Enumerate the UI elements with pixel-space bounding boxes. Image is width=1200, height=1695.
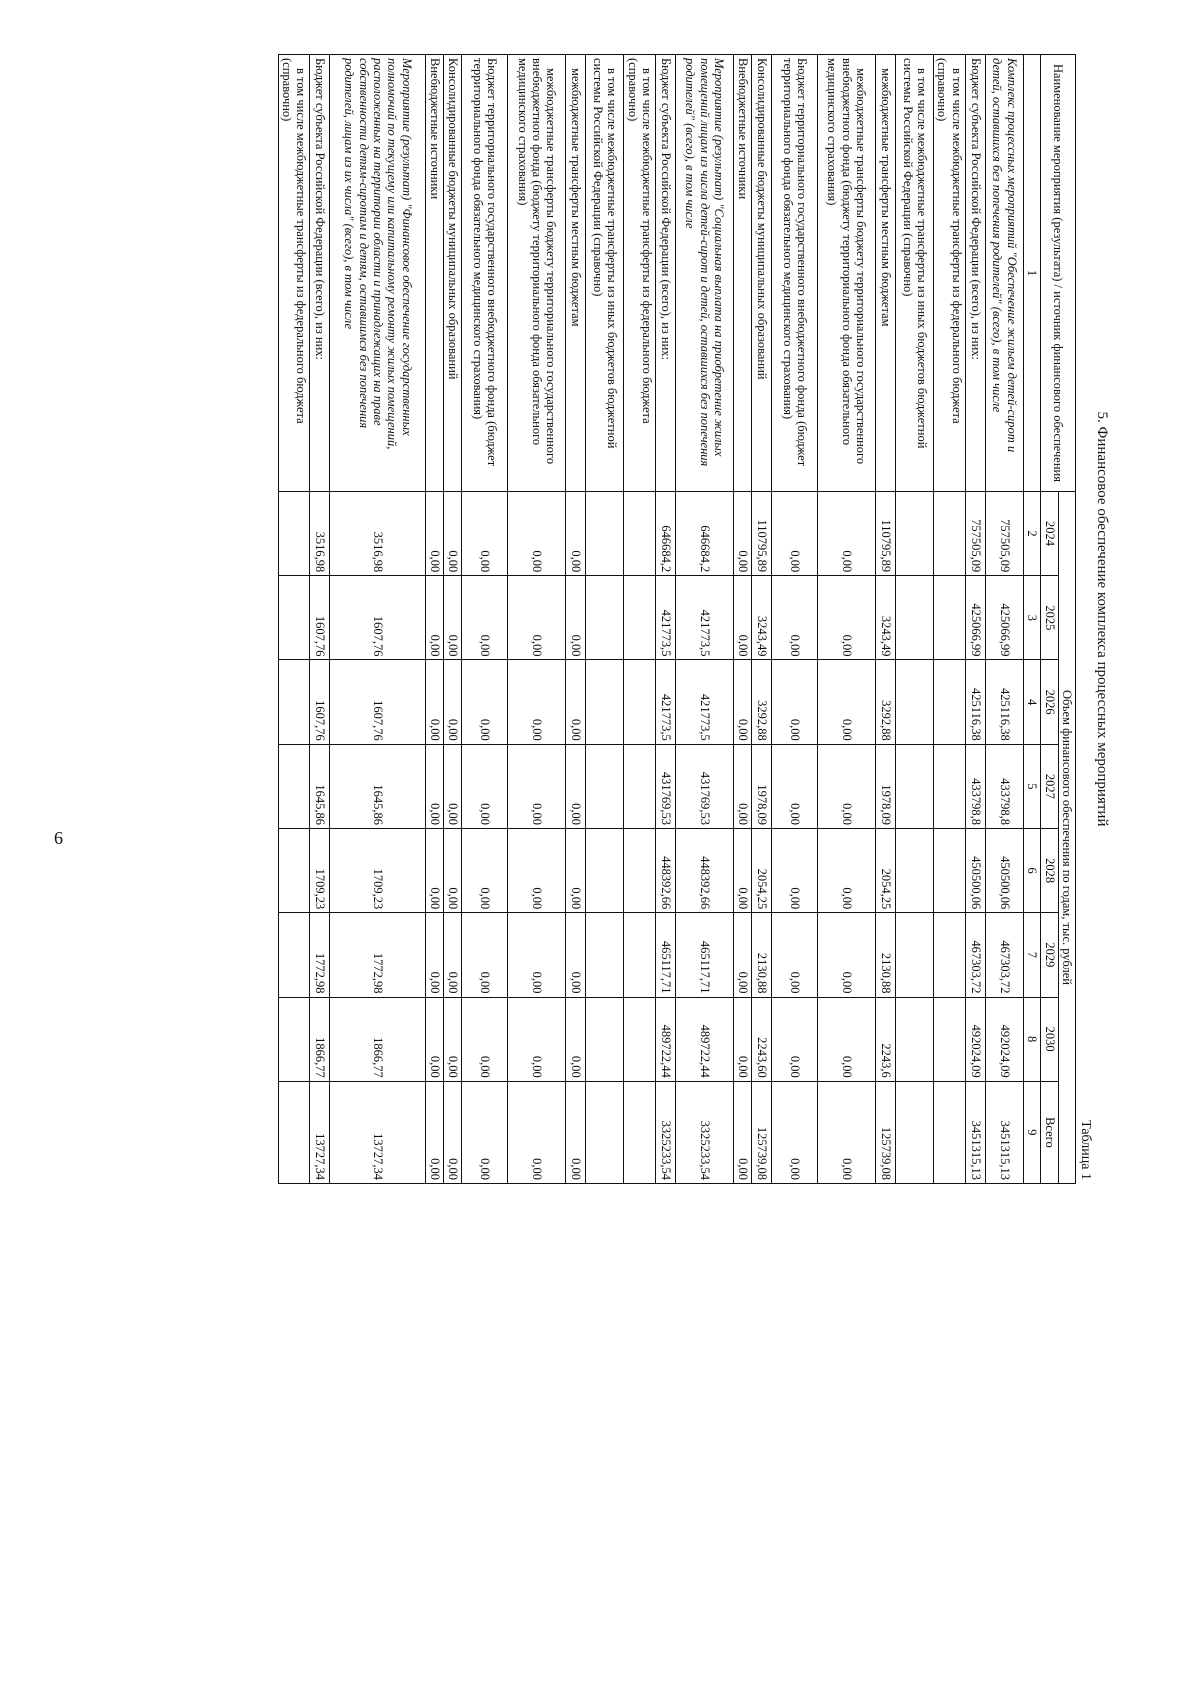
year-value-cell: 1866,77 <box>330 997 426 1081</box>
row-name-cell <box>772 55 818 492</box>
year-value-cell: 1772,98 <box>330 913 426 997</box>
year-value-cell: 0,00 <box>818 913 876 997</box>
year-value-cell: 0,00 <box>734 660 752 744</box>
year-value-cell: 0,00 <box>566 660 586 744</box>
total-value-cell: 0,00 <box>462 1081 508 1183</box>
row-name-cell <box>278 55 310 492</box>
year-value-cell: 0,00 <box>734 828 752 912</box>
year-value-cell: 0,00 <box>444 913 462 997</box>
header-column-numbers-row <box>1023 55 1040 1184</box>
year-value-cell: 465117,71 <box>676 913 734 997</box>
row-name-text: в том числе межбюджетные трансферты из иных бюджетов бюджетной системы Российской Федерации (справочно) <box>900 58 929 449</box>
year-value-cell: 2130,88 <box>876 913 896 997</box>
total-value-cell <box>624 1081 656 1183</box>
total-value-cell: 0,00 <box>818 1081 876 1183</box>
header-volume-group: Объем финансового обеспечения по годам, тыс. рублей <box>1058 491 1075 1183</box>
header-year: 2025 <box>1041 576 1058 660</box>
year-value-cell: 0,00 <box>508 744 566 828</box>
year-value-cell <box>586 913 624 997</box>
row-name-text: Мероприятие (результат) "Финансовое обеспечение государственных полномочий по текущему или капитальному ремонту жилых помещений, расположенных на территории области и принадлежащих на праве собственности детям-сиротам и детям, оставшимся без попечения родителей, лицам из их числа" (всего), в том числе <box>342 58 414 450</box>
year-value-cell: 425066,99 <box>985 576 1023 660</box>
year-value-cell: 3292,88 <box>752 660 772 744</box>
table-caption: Таблица 1 <box>1078 1120 1093 1180</box>
header-year: 2028 <box>1041 828 1058 912</box>
year-value-cell: 1645,86 <box>310 744 330 828</box>
year-value-cell <box>624 744 656 828</box>
row-name-cell <box>508 55 566 492</box>
year-value-cell: 465117,71 <box>656 913 676 997</box>
year-value-cell: 1709,23 <box>310 828 330 912</box>
year-value-cell <box>934 997 966 1081</box>
page-number: 6 <box>54 828 63 848</box>
total-value-cell: 3325233,54 <box>656 1081 676 1183</box>
year-value-cell <box>278 828 310 912</box>
row-name-cell <box>566 55 586 492</box>
year-value-cell <box>278 913 310 997</box>
year-value-cell: 0,00 <box>462 744 508 828</box>
total-value-cell: 13727,34 <box>310 1081 330 1183</box>
year-value-cell: 0,00 <box>772 660 818 744</box>
year-value-cell <box>278 744 310 828</box>
row-name-text: Комплекс процессных мероприятий "Обеспечение жильем детей-сирот и детей, оставшихся без попечения родителей" (всего), в том числе <box>990 58 1019 453</box>
year-value-cell: 0,00 <box>566 997 586 1081</box>
year-value-cell: 450500,06 <box>965 828 985 912</box>
year-value-cell: 0,00 <box>462 491 508 575</box>
year-value-cell: 0,00 <box>508 491 566 575</box>
year-value-cell <box>586 744 624 828</box>
row-name-text: в том числе межбюджетные трансферты из федерального бюджета (справочно) <box>935 58 964 424</box>
year-value-cell: 2243,60 <box>752 997 772 1081</box>
row-name-cell <box>985 55 1023 492</box>
year-value-cell <box>896 913 934 997</box>
row-name-text: Внебюджетные источники <box>735 58 750 200</box>
table-row <box>444 55 462 1184</box>
total-value-cell: 0,00 <box>566 1081 586 1183</box>
year-value-cell: 0,00 <box>508 828 566 912</box>
year-value-cell <box>586 576 624 660</box>
table-row <box>310 55 330 1184</box>
year-value-cell: 0,00 <box>462 576 508 660</box>
year-value-cell <box>624 576 656 660</box>
table-row <box>566 55 586 1184</box>
table-row <box>896 55 934 1184</box>
row-name-cell <box>426 55 444 492</box>
year-value-cell: 0,00 <box>818 576 876 660</box>
total-value-cell: 3451315,13 <box>985 1081 1023 1183</box>
row-name-cell <box>586 55 624 492</box>
year-value-cell: 0,00 <box>734 744 752 828</box>
row-name-cell <box>934 55 966 492</box>
total-value-cell: 13727,34 <box>330 1081 426 1183</box>
year-value-cell: 1709,23 <box>330 828 426 912</box>
year-value-cell: 0,00 <box>444 828 462 912</box>
header-column-number: 5 <box>1023 744 1040 828</box>
row-name-cell <box>818 55 876 492</box>
year-value-cell <box>624 491 656 575</box>
year-value-cell: 1866,77 <box>310 997 330 1081</box>
year-value-cell: 0,00 <box>566 744 586 828</box>
row-name-text: Бюджет субъекта Российской Федерации (всего), из них: <box>658 58 673 361</box>
year-value-cell: 1978,09 <box>876 744 896 828</box>
year-value-cell <box>896 660 934 744</box>
year-value-cell: 421773,5 <box>656 576 676 660</box>
row-name-text: Бюджет субъекта Российской Федерации (всего), из них: <box>313 58 328 361</box>
year-value-cell: 0,00 <box>734 997 752 1081</box>
year-value-cell <box>278 491 310 575</box>
header-column-number: 8 <box>1023 997 1040 1081</box>
year-value-cell: 448392,66 <box>676 828 734 912</box>
table-row <box>818 55 876 1184</box>
total-value-cell <box>896 1081 934 1183</box>
table-row <box>426 55 444 1184</box>
year-value-cell: 3292,88 <box>876 660 896 744</box>
year-value-cell: 646684,2 <box>656 491 676 575</box>
year-value-cell <box>624 913 656 997</box>
year-value-cell: 421773,5 <box>676 660 734 744</box>
year-value-cell: 0,00 <box>566 491 586 575</box>
row-name-text: Бюджет субъекта Российской Федерации (всего), из них: <box>968 58 983 361</box>
row-name-text: Мероприятие (результат) "Социальная выплата на приобретение жилых помещений лицам из числа детей-сирот и детей, оставшихся без попечения родителей" (всего), в том числе <box>683 58 727 467</box>
row-name-text: межбюджетные трансферты бюджету территориального государственного внебюджетного фонда (бюджету территориального фонда обязательного медицинского страхования) <box>825 58 869 465</box>
year-value-cell: 0,00 <box>426 660 444 744</box>
year-value-cell: 433798,8 <box>965 744 985 828</box>
total-value-cell: 125739,08 <box>876 1081 896 1183</box>
year-value-cell <box>934 576 966 660</box>
year-value-cell: 0,00 <box>734 491 752 575</box>
year-value-cell <box>896 744 934 828</box>
header-total: Всего <box>1041 1081 1058 1183</box>
row-name-text: межбюджетные трансферты бюджету территориального государственного внебюджетного фонда (бюджету территориального фонда обязательного медицинского страхования) <box>515 58 559 465</box>
total-value-cell <box>586 1081 624 1183</box>
row-name-text: Бюджет территориального государственного внебюджетного фонда (бюджет территориального фонда обязательного медицинского страхования) <box>470 58 500 467</box>
header-column-number: 2 <box>1023 491 1040 575</box>
year-value-cell <box>586 491 624 575</box>
header-year: 2030 <box>1041 997 1058 1081</box>
total-value-cell <box>934 1081 966 1183</box>
header-column-number: 7 <box>1023 913 1040 997</box>
row-name-cell <box>624 55 656 492</box>
row-name-text: Консолидированные бюджеты муниципальных образований <box>754 58 769 380</box>
header-column-number: 4 <box>1023 660 1040 744</box>
year-value-cell: 0,00 <box>818 828 876 912</box>
year-value-cell: 0,00 <box>508 660 566 744</box>
year-value-cell: 0,00 <box>772 913 818 997</box>
year-value-cell: 450500,06 <box>985 828 1023 912</box>
year-value-cell <box>586 660 624 744</box>
row-name-cell <box>310 55 330 492</box>
year-value-cell <box>934 913 966 997</box>
table-row <box>772 55 818 1184</box>
year-value-cell: 433798,8 <box>985 744 1023 828</box>
year-value-cell: 1978,09 <box>752 744 772 828</box>
year-value-cell: 0,00 <box>508 913 566 997</box>
year-value-cell: 489722,44 <box>656 997 676 1081</box>
total-value-cell: 0,00 <box>734 1081 752 1183</box>
table-row <box>508 55 566 1184</box>
year-value-cell: 0,00 <box>444 576 462 660</box>
year-value-cell <box>896 997 934 1081</box>
table-row <box>965 55 985 1184</box>
year-value-cell: 0,00 <box>426 997 444 1081</box>
year-value-cell: 0,00 <box>818 491 876 575</box>
year-value-cell <box>278 576 310 660</box>
table-body <box>278 55 1023 1184</box>
year-value-cell: 110795,89 <box>876 491 896 575</box>
table-row <box>278 55 310 1184</box>
year-value-cell: 2054,25 <box>876 828 896 912</box>
year-value-cell: 0,00 <box>426 491 444 575</box>
financing-table <box>278 54 1076 1184</box>
year-value-cell: 0,00 <box>566 576 586 660</box>
year-value-cell: 1772,98 <box>310 913 330 997</box>
year-value-cell: 0,00 <box>444 744 462 828</box>
year-value-cell: 646684,2 <box>676 491 734 575</box>
row-name-text: межбюджетные трансферты местным бюджетам <box>878 68 893 327</box>
row-name-text: Консолидированные бюджеты муниципальных образований <box>446 58 461 380</box>
year-value-cell <box>896 491 934 575</box>
year-value-cell <box>896 576 934 660</box>
row-name-text: в том числе межбюджетные трансферты из федерального бюджета (справочно) <box>625 58 655 424</box>
year-value-cell: 0,00 <box>566 913 586 997</box>
row-name-cell <box>876 55 896 492</box>
year-value-cell: 0,00 <box>772 828 818 912</box>
row-name-text: в том числе межбюджетные трансферты из иных бюджетов бюджетной системы Российской Федерации (справочно) <box>590 58 620 449</box>
year-value-cell: 0,00 <box>444 491 462 575</box>
year-value-cell <box>934 828 966 912</box>
year-value-cell: 757505,09 <box>985 491 1023 575</box>
row-name-text: в том числе межбюджетные трансферты из федерального бюджета (справочно) <box>280 58 309 424</box>
table-row <box>676 55 734 1184</box>
year-value-cell: 0,00 <box>508 997 566 1081</box>
year-value-cell <box>278 997 310 1081</box>
row-name-text: Внебюджетные источники <box>428 58 443 200</box>
year-value-cell: 0,00 <box>426 744 444 828</box>
year-value-cell: 0,00 <box>818 997 876 1081</box>
year-value-cell: 1607,76 <box>310 660 330 744</box>
year-value-cell <box>934 491 966 575</box>
year-value-cell: 489722,44 <box>676 997 734 1081</box>
year-value-cell: 421773,5 <box>676 576 734 660</box>
table-row <box>330 55 426 1184</box>
table-row <box>876 55 896 1184</box>
year-value-cell: 0,00 <box>818 744 876 828</box>
year-value-cell: 3516,98 <box>310 491 330 575</box>
year-value-cell: 0,00 <box>462 913 508 997</box>
year-value-cell: 757505,09 <box>965 491 985 575</box>
year-value-cell: 0,00 <box>566 828 586 912</box>
year-value-cell: 492024,09 <box>985 997 1023 1081</box>
table-row <box>734 55 752 1184</box>
year-value-cell: 1607,76 <box>330 576 426 660</box>
year-value-cell: 1607,76 <box>330 660 426 744</box>
total-value-cell: 125739,08 <box>752 1081 772 1183</box>
row-name-cell <box>330 55 426 492</box>
year-value-cell: 2130,88 <box>752 913 772 997</box>
year-value-cell: 110795,89 <box>752 491 772 575</box>
year-value-cell: 0,00 <box>426 828 444 912</box>
year-value-cell: 0,00 <box>772 997 818 1081</box>
header-name-column: Наименование мероприятия (результата) / источник финансового обеспечения <box>1041 55 1076 492</box>
total-value-cell: 0,00 <box>772 1081 818 1183</box>
year-value-cell <box>278 660 310 744</box>
year-value-cell: 0,00 <box>426 576 444 660</box>
rotated-page-content <box>112 54 1112 1184</box>
row-name-cell <box>656 55 676 492</box>
total-value-cell: 3325233,54 <box>676 1081 734 1183</box>
year-value-cell: 467303,72 <box>985 913 1023 997</box>
table-row <box>462 55 508 1184</box>
year-value-cell <box>624 828 656 912</box>
year-value-cell <box>624 997 656 1081</box>
year-value-cell: 1645,86 <box>330 744 426 828</box>
header-year: 2029 <box>1041 913 1058 997</box>
row-name-cell <box>965 55 985 492</box>
year-value-cell: 431769,53 <box>656 744 676 828</box>
year-value-cell: 2054,25 <box>752 828 772 912</box>
year-value-cell: 492024,09 <box>965 997 985 1081</box>
year-value-cell <box>624 660 656 744</box>
year-value-cell: 425116,38 <box>985 660 1023 744</box>
year-value-cell <box>934 660 966 744</box>
year-value-cell: 3516,98 <box>330 491 426 575</box>
year-value-cell: 0,00 <box>772 576 818 660</box>
year-value-cell: 0,00 <box>734 913 752 997</box>
year-value-cell: 0,00 <box>426 913 444 997</box>
year-value-cell: 1607,76 <box>310 576 330 660</box>
year-value-cell: 467303,72 <box>965 913 985 997</box>
year-value-cell <box>896 828 934 912</box>
year-value-cell: 425116,38 <box>965 660 985 744</box>
total-value-cell: 0,00 <box>508 1081 566 1183</box>
year-value-cell: 0,00 <box>462 660 508 744</box>
row-name-cell <box>734 55 752 492</box>
year-value-cell: 431769,53 <box>676 744 734 828</box>
header-column-number: 1 <box>1023 55 1040 492</box>
total-value-cell: 0,00 <box>426 1081 444 1183</box>
year-value-cell: 0,00 <box>818 660 876 744</box>
year-value-cell: 0,00 <box>508 576 566 660</box>
year-value-cell: 0,00 <box>772 744 818 828</box>
total-value-cell: 0,00 <box>444 1081 462 1183</box>
table-row <box>656 55 676 1184</box>
row-name-cell <box>752 55 772 492</box>
year-value-cell: 0,00 <box>444 997 462 1081</box>
year-value-cell <box>586 828 624 912</box>
year-value-cell <box>934 744 966 828</box>
total-value-cell: 3451315,13 <box>965 1081 985 1183</box>
year-value-cell: 3243,49 <box>876 576 896 660</box>
year-value-cell: 425066,99 <box>965 576 985 660</box>
table-row <box>985 55 1023 1184</box>
row-name-cell <box>462 55 508 492</box>
year-value-cell: 448392,66 <box>656 828 676 912</box>
total-value-cell <box>278 1081 310 1183</box>
header-column-number: 6 <box>1023 828 1040 912</box>
header-year: 2027 <box>1041 744 1058 828</box>
table-row <box>624 55 656 1184</box>
year-value-cell: 3243,49 <box>752 576 772 660</box>
year-value-cell: 0,00 <box>444 660 462 744</box>
row-name-text: межбюджетные трансферты местным бюджетам <box>569 68 584 327</box>
header-column-number: 9 <box>1023 1081 1040 1183</box>
year-value-cell: 0,00 <box>734 576 752 660</box>
header-year: 2024 <box>1041 491 1058 575</box>
header-column-number: 3 <box>1023 576 1040 660</box>
row-name-cell <box>676 55 734 492</box>
year-value-cell: 2243,6 <box>876 997 896 1081</box>
table-row <box>934 55 966 1184</box>
table-row <box>752 55 772 1184</box>
section-title: 5. Финансовое обеспечение комплекса процессных мероприятий <box>1094 411 1110 827</box>
row-name-text: Бюджет территориального государственного внебюджетного фонда (бюджет территориального фонда обязательного медицинского страхования) <box>780 58 809 467</box>
table-row <box>586 55 624 1184</box>
year-value-cell: 0,00 <box>772 491 818 575</box>
row-name-cell <box>444 55 462 492</box>
year-value-cell: 0,00 <box>462 828 508 912</box>
row-name-cell <box>896 55 934 492</box>
year-value-cell: 421773,5 <box>656 660 676 744</box>
header-year: 2026 <box>1041 660 1058 744</box>
year-value-cell <box>586 997 624 1081</box>
year-value-cell: 0,00 <box>462 997 508 1081</box>
